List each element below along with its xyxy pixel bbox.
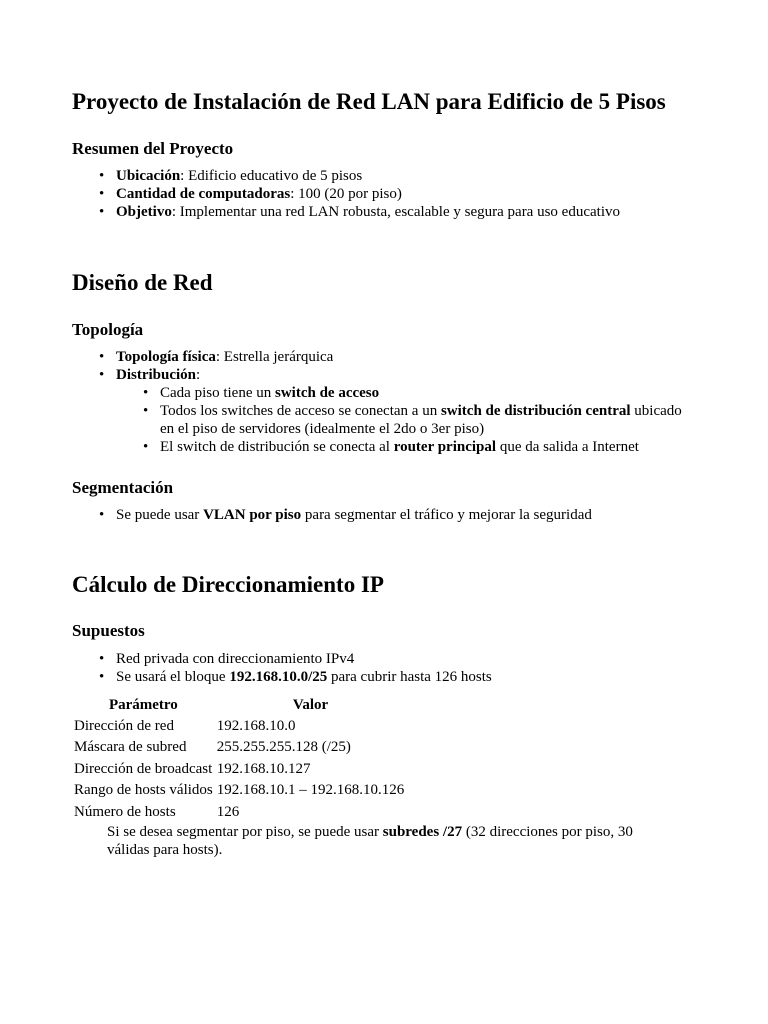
table-cell: Número de hosts <box>74 803 176 820</box>
item-bold: router principal <box>393 439 497 455</box>
list-item <box>116 366 696 456</box>
ip-table <box>72 694 406 823</box>
table-row <box>72 801 406 823</box>
topologia-list <box>72 348 696 456</box>
table-cell: 192.168.10.0 <box>216 717 296 734</box>
item-text: Se puede usar <box>116 507 204 523</box>
item-text: para cubrir hasta 126 hosts <box>327 669 492 685</box>
list-item <box>116 650 696 668</box>
supuestos-list <box>72 650 696 686</box>
table-cell: Dirección de broadcast <box>74 760 213 777</box>
table-row <box>72 737 406 759</box>
distribucion-sublist <box>116 384 696 456</box>
table-cell: 192.168.10.127 <box>216 760 311 777</box>
item-label: Distribución <box>116 367 197 383</box>
table-header: Valor <box>292 696 329 713</box>
table-cell: 192.168.10.1 – 192.168.10.126 <box>216 782 405 799</box>
item-text: : Implementar una red LAN robusta, escalable y segura para uso educativo <box>171 204 620 220</box>
table-cell: Rango de hosts válidos <box>74 782 213 799</box>
item-label: Objetivo <box>116 204 172 220</box>
heading-topologia: Topología <box>72 320 144 339</box>
item-label: Ubicación <box>116 168 181 184</box>
list-item <box>116 348 696 366</box>
resumen-list <box>72 167 696 221</box>
note-bold: subredes /27 <box>382 823 463 840</box>
item-bold: switch de distribución central <box>440 403 631 419</box>
item-text: Todos los switches de acceso se conectan a un <box>160 403 441 419</box>
item-text: : <box>196 367 201 383</box>
heading-diseno: Diseño de Red <box>72 270 213 295</box>
table-cell: 126 <box>216 803 240 820</box>
table-cell: 255.255.255.128 (/25) <box>216 739 351 756</box>
item-label: Topología física <box>116 349 216 365</box>
heading-segmentacion: Segmentación <box>72 478 174 497</box>
item-text: que da salida a Internet <box>496 439 639 455</box>
item-text: : Estrella jerárquica <box>215 349 334 365</box>
item-text: El switch de distribución se conecta al <box>160 439 394 455</box>
table-cell: Máscara de subred <box>74 739 187 756</box>
heading-supuestos: Supuestos <box>72 621 145 640</box>
item-bold: VLAN por piso <box>203 507 302 523</box>
sublist-item <box>160 402 696 438</box>
note-text: Si se desea segmentar por piso, se puede usar <box>107 823 383 840</box>
item-text: Red privada con direccionamiento IPv4 <box>116 651 355 667</box>
table-row <box>72 715 406 737</box>
item-text: Cada piso tiene un <box>160 385 275 401</box>
note-text: (32 direcciones por piso, 30 válidas para hosts). <box>107 823 633 858</box>
item-label: Cantidad de computadoras <box>116 186 291 202</box>
sublist-item <box>160 384 696 402</box>
table-cell: Dirección de red <box>74 717 174 734</box>
table-row <box>72 758 406 780</box>
table-header-row <box>72 694 406 715</box>
item-text: para segmentar el tráfico y mejorar la seguridad <box>301 507 592 523</box>
table-row <box>72 780 406 802</box>
segmentacion-list <box>72 506 696 524</box>
heading-calculo: Cálculo de Direccionamiento IP <box>72 572 384 597</box>
item-bold: switch de acceso <box>274 385 380 401</box>
document-title: Proyecto de Instalación de Red LAN para Edificio de 5 Pisos <box>72 89 666 114</box>
item-text: Se usará el bloque <box>116 669 230 685</box>
sublist-item <box>160 438 696 456</box>
item-bold: 192.168.10.0/25 <box>229 669 328 685</box>
heading-resumen: Resumen del Proyecto <box>72 139 234 158</box>
list-item <box>116 185 696 203</box>
list-item <box>116 167 696 185</box>
item-text: ubicado en el piso de servidores (idealmente el 2do o 3er piso) <box>160 403 682 437</box>
list-item <box>116 506 696 524</box>
list-item <box>116 668 696 686</box>
list-item <box>116 203 696 221</box>
subnet-note <box>107 823 667 859</box>
item-text: : 100 (20 por piso) <box>290 186 402 202</box>
table-header: Parámetro <box>108 696 178 713</box>
item-text: : Edificio educativo de 5 pisos <box>180 168 363 184</box>
